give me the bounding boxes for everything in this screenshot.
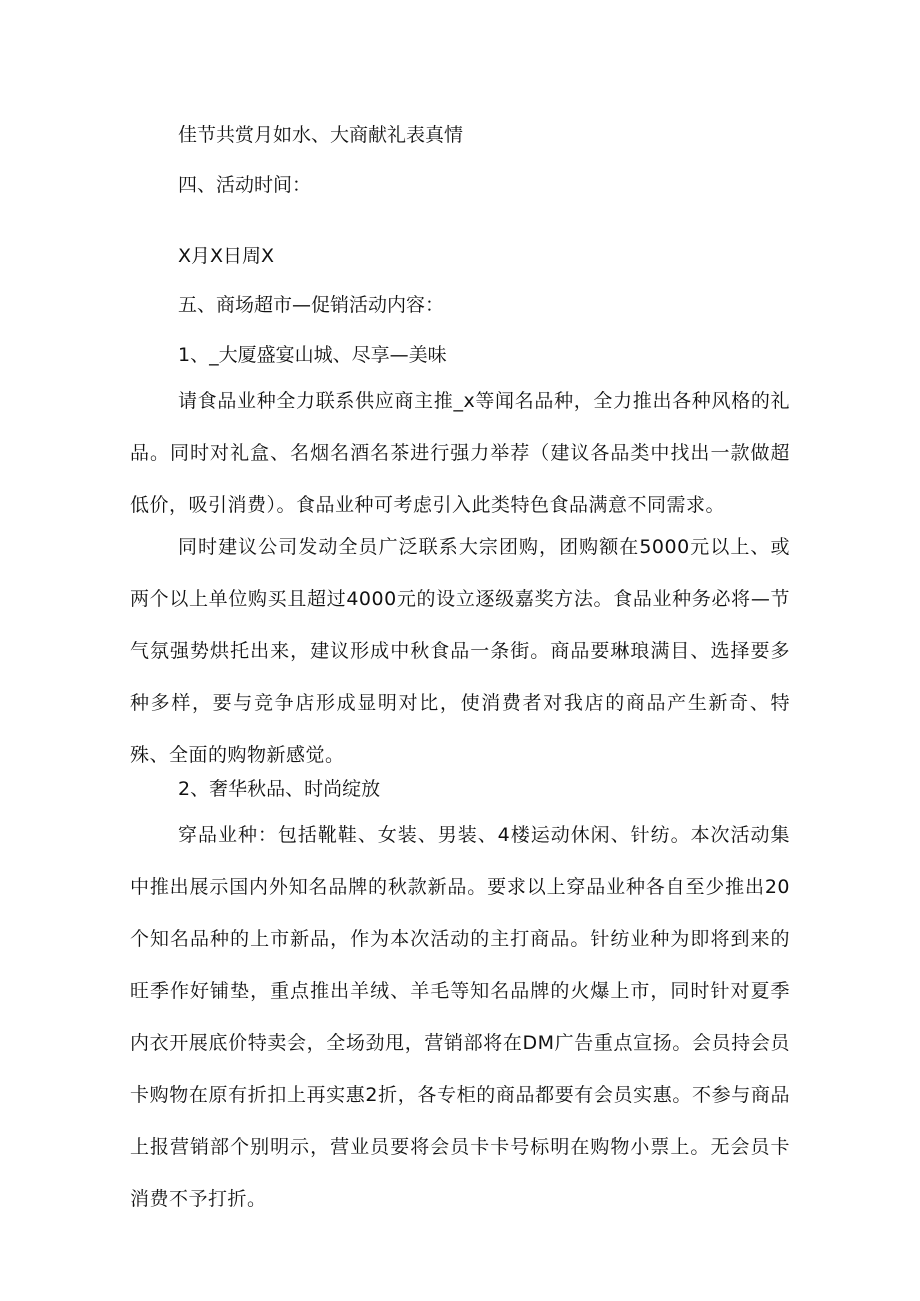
slogan-line: 佳节共赏月如水、大商献礼表真情 bbox=[178, 124, 464, 146]
paragraph-food-gifts: 请食品业种全力联系供应商主推_x等闻名品种，全力推出各种风格的礼品。同时对礼盒、名烟名酒名茶进行强力举荐（建议各品类中找出一款做超低价，吸引消费）。食品业种可考虑引入此类特色食品满意不同需求。 bbox=[130, 390, 790, 516]
item-heading-1: 1、_大厦盛宴山城、尽享—美味 bbox=[178, 344, 447, 366]
activity-date: X月X日周X bbox=[178, 245, 275, 267]
paragraph-group-purchase: 同时建议公司发动全员广泛联系大宗团购，团购额在5000元以上、或两个以上单位购买且超过4000元的设立逐级嘉奖方法。食品业种务必将—节气氛强势烘托出来，建议形成中秋食品一条街。商品要琳琅满目、选择要多种多样，要与竞争店形成显明对比，使消费者对我店的商品产生新奇、特殊、全面的购物新感觉。 bbox=[130, 536, 790, 766]
section-heading-promotion-content: 五、商场超市—促销活动内容： bbox=[178, 294, 445, 316]
paragraph-apparel: 穿品业种：包括靴鞋、女装、男装、4楼运动休闲、针纺。本次活动集中推出展示国内外知名品牌的秋款新品。要求以上穿品业种各自至少推出20个知名品种的上市新品，作为本次活动的主打商品。针纺业种为即将到来的旺季作好铺垫，重点推出羊绒、羊毛等知名品牌的火爆上市，同时针对夏季内衣开展底价特卖会，全场劲甩，营销部将在DM广告重点宣扬。会员持会员卡购物在原有折扣上再实惠2折，各专柜的商品都要有会员实惠。不参与商品上报营销部个别明示，营业员要将会员卡卡号标明在购物小票上。无会员卡消费不予打折。 bbox=[130, 824, 790, 1210]
section-heading-activity-time: 四、活动时间： bbox=[178, 174, 312, 196]
item-heading-2: 2、奢华秋品、时尚绽放 bbox=[178, 778, 381, 800]
